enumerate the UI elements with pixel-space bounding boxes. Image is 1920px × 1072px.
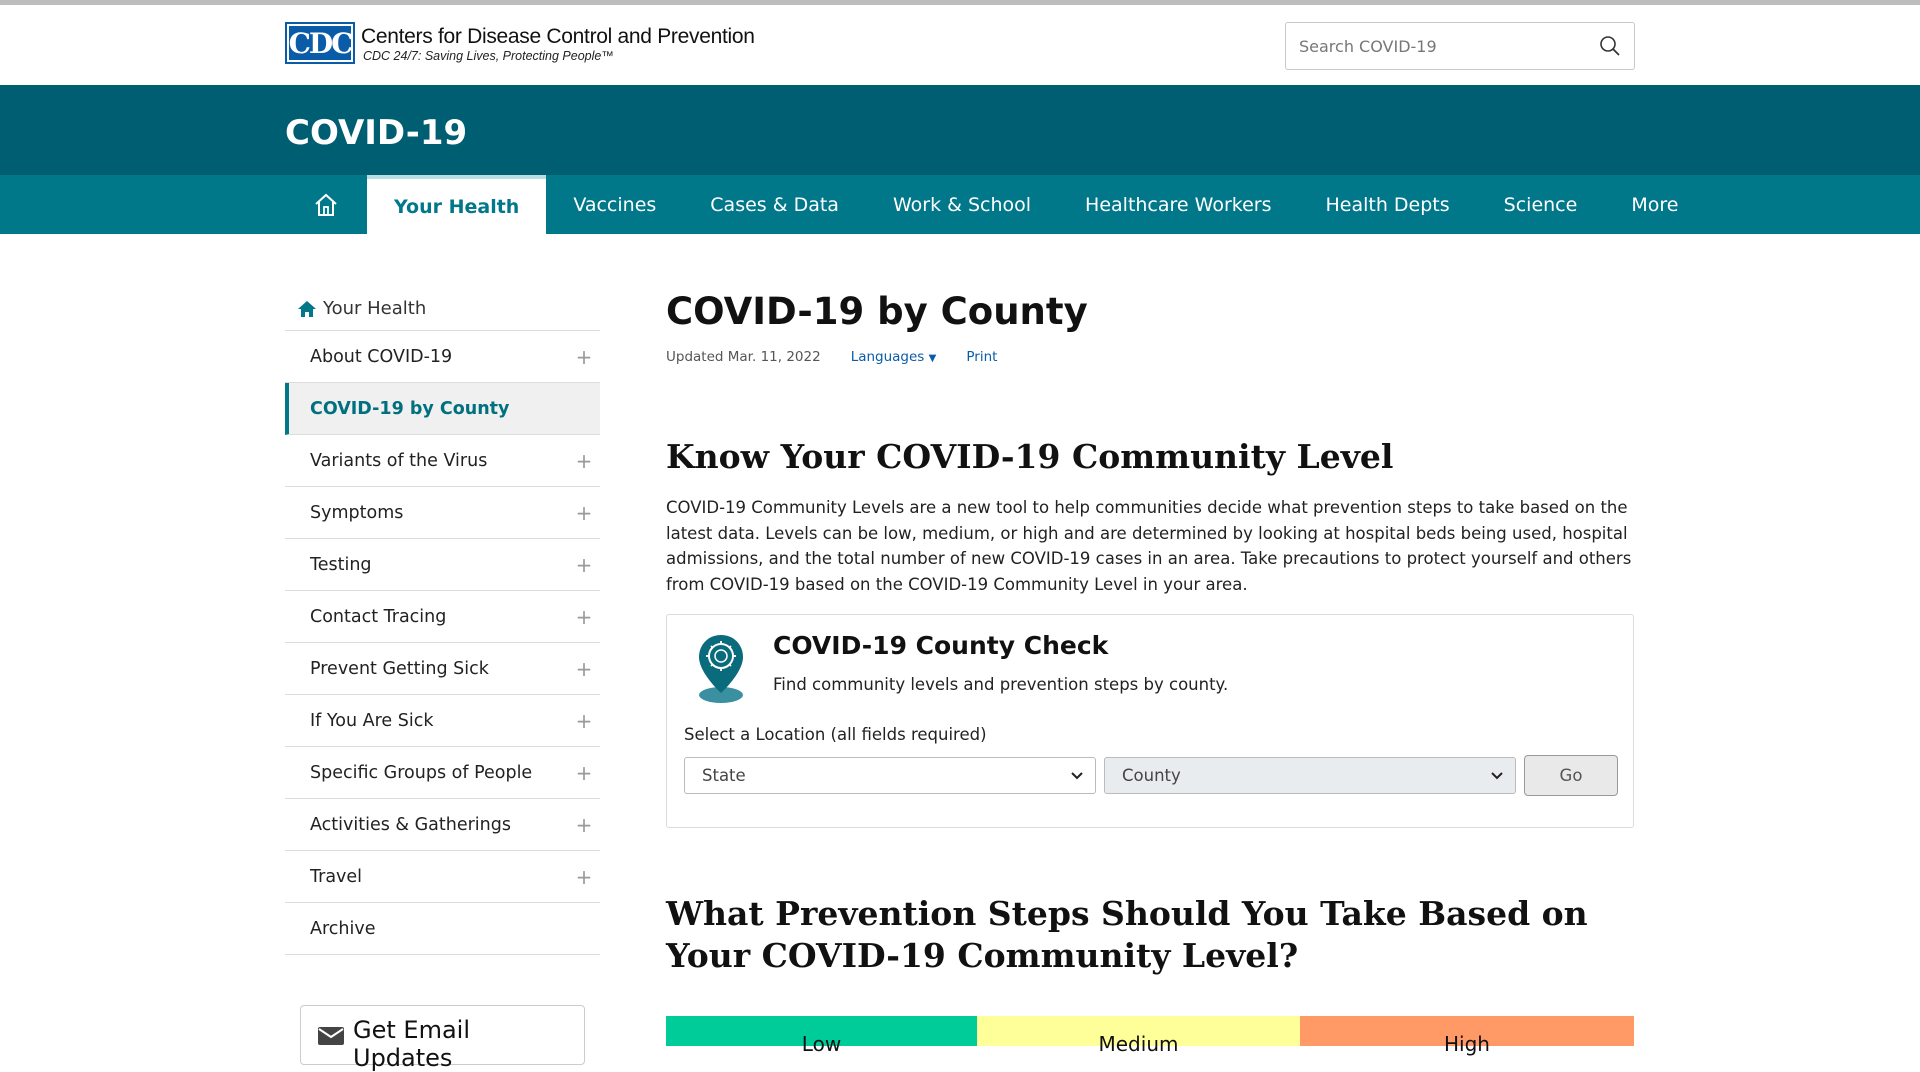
expand-icon[interactable]: + bbox=[575, 708, 593, 733]
languages-dropdown[interactable] bbox=[851, 349, 937, 365]
page-title: COVID-19 by County bbox=[666, 290, 1088, 333]
updated-date: Updated Mar. 11, 2022 bbox=[666, 349, 821, 365]
county-check-subtitle: Find community levels and prevention steps by county. bbox=[773, 675, 1229, 694]
expand-icon[interactable]: + bbox=[575, 448, 593, 473]
expand-icon[interactable]: + bbox=[575, 604, 593, 629]
languages-label: Languages bbox=[850, 349, 925, 365]
intro-paragraph: COVID-19 Community Levels are a new tool to help communities decide what prevention steps to take based on the latest data. Levels can be low, medium, or high and are determined by looking at hospital beds being used, hospital admissions, and the total number of new COVID-19 cases in an area. Take precautions to protect yourself and others from COVID-19 based on the COVID-19 Community Level in your area. bbox=[666, 498, 1632, 594]
expand-icon[interactable]: + bbox=[575, 812, 593, 837]
sidebar-item-contact-tracing[interactable] bbox=[285, 591, 600, 643]
location-virus-icon bbox=[697, 633, 745, 705]
sidebar-item-label: Contact Tracing bbox=[310, 606, 447, 627]
nav-health-depts[interactable]: Health Depts bbox=[1325, 193, 1450, 216]
search-button[interactable] bbox=[1586, 24, 1634, 68]
email-updates-button[interactable] bbox=[300, 1005, 585, 1072]
sidebar-item-label: Testing bbox=[310, 554, 372, 575]
go-button[interactable]: Go bbox=[1524, 755, 1618, 796]
community-level-header bbox=[666, 1016, 1634, 1056]
search-box bbox=[1285, 22, 1635, 70]
county-select[interactable] bbox=[1104, 757, 1516, 794]
search-input[interactable] bbox=[1286, 24, 1586, 68]
nav-your-health[interactable]: Your Health bbox=[367, 175, 546, 234]
sidebar-item-symptoms[interactable] bbox=[285, 487, 600, 539]
sidebar-heading-label: Your Health bbox=[323, 298, 427, 319]
sidebar-item-label: Archive bbox=[310, 918, 376, 939]
main-content bbox=[666, 287, 1634, 365]
sidebar-item-label: If You Are Sick bbox=[310, 710, 434, 731]
sidebar-item-specific-groups[interactable] bbox=[285, 747, 600, 799]
sidebar-item-label: Variants of the Virus bbox=[310, 450, 488, 471]
nav-science[interactable]: Science bbox=[1503, 193, 1578, 216]
tagline: CDC 24/7: Saving Lives, Protecting People™ bbox=[363, 49, 614, 63]
cdc-logo-mark: CDC bbox=[285, 22, 355, 64]
sidebar-item-label: Activities & Gatherings bbox=[310, 814, 511, 835]
banner-title[interactable]: COVID-19 bbox=[285, 113, 468, 153]
cdc-logo[interactable] bbox=[285, 22, 755, 64]
caret-down-icon: ▼ bbox=[928, 353, 937, 364]
envelope-icon bbox=[317, 1024, 345, 1046]
sidebar-item-label: Symptoms bbox=[310, 502, 404, 523]
nav-home[interactable] bbox=[285, 175, 367, 234]
sidebar-item-if-you-are-sick[interactable] bbox=[285, 695, 600, 747]
county-check-title: COVID-19 County Check bbox=[773, 631, 1109, 660]
expand-icon[interactable]: + bbox=[575, 500, 593, 525]
sidebar-item-covid-by-county[interactable] bbox=[285, 383, 600, 435]
level-low: Low bbox=[666, 1016, 977, 1046]
level-medium: Medium bbox=[977, 1016, 1300, 1046]
site-banner bbox=[0, 85, 1920, 175]
sidebar-item-testing[interactable] bbox=[285, 539, 600, 591]
page-meta bbox=[666, 349, 1634, 365]
sidebar-item-label: Specific Groups of People bbox=[310, 762, 533, 783]
search-icon bbox=[1599, 35, 1621, 57]
print-link[interactable]: Print bbox=[966, 349, 998, 365]
location-select-label: Select a Location (all fields required) bbox=[684, 725, 987, 744]
main-nav bbox=[0, 175, 1920, 234]
expand-icon[interactable]: + bbox=[575, 344, 593, 369]
expand-icon[interactable]: + bbox=[575, 552, 593, 577]
nav-healthcare-workers[interactable]: Healthcare Workers bbox=[1085, 193, 1272, 216]
nav-work-school[interactable]: Work & School bbox=[892, 193, 1032, 216]
sidebar-item-variants[interactable] bbox=[285, 435, 600, 487]
nav-vaccines[interactable]: Vaccines bbox=[573, 193, 657, 216]
state-select[interactable] bbox=[684, 757, 1096, 794]
sidebar-item-label: About COVID-19 bbox=[310, 346, 453, 367]
sidebar-item-prevent-getting-sick[interactable] bbox=[285, 643, 600, 695]
sidebar-item-travel[interactable] bbox=[285, 851, 600, 903]
nav-cases-data[interactable]: Cases & Data bbox=[710, 193, 839, 216]
email-updates-label: Get Email Updates bbox=[353, 1016, 470, 1072]
level-high: High bbox=[1300, 1016, 1634, 1046]
home-icon bbox=[313, 193, 339, 217]
chevron-down-icon bbox=[1071, 772, 1083, 780]
sidebar-item-label: Travel bbox=[310, 866, 363, 887]
expand-icon[interactable]: + bbox=[575, 864, 593, 889]
masthead bbox=[0, 5, 1920, 85]
county-select-value: County bbox=[1122, 766, 1181, 785]
home-icon bbox=[297, 300, 317, 318]
section-title-prevention-steps: What Prevention Steps Should You Take Based on Your COVID-19 Community Level? bbox=[666, 894, 1588, 975]
chevron-down-icon bbox=[1491, 772, 1503, 780]
sidebar-item-archive[interactable] bbox=[285, 903, 600, 955]
expand-icon[interactable]: + bbox=[575, 760, 593, 785]
county-check-card bbox=[666, 614, 1634, 828]
state-select-value: State bbox=[702, 766, 746, 785]
sidebar-item-label: COVID-19 by County bbox=[310, 398, 510, 419]
sidebar bbox=[285, 287, 600, 955]
sidebar-item-about-covid[interactable] bbox=[285, 331, 600, 383]
sidebar-item-activities-gatherings[interactable] bbox=[285, 799, 600, 851]
nav-more[interactable]: More bbox=[1631, 193, 1679, 216]
sidebar-heading[interactable] bbox=[285, 287, 600, 331]
expand-icon[interactable]: + bbox=[575, 656, 593, 681]
section-title-community-level: Know Your COVID-19 Community Level bbox=[666, 437, 1394, 476]
sidebar-item-label: Prevent Getting Sick bbox=[310, 658, 489, 679]
org-name: Centers for Disease Control and Prevention bbox=[361, 25, 755, 48]
